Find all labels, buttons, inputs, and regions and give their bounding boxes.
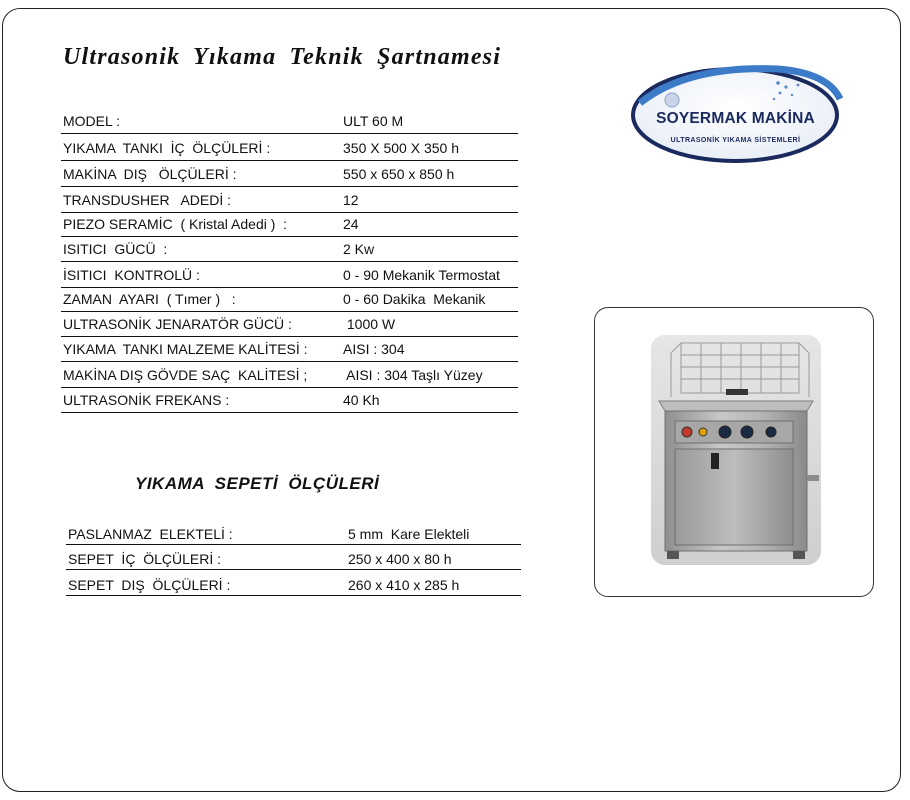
spec-label: MAKİNA DIŞ GÖVDE SAÇ KALİTESİ ; <box>63 367 308 383</box>
spec-row-timer <box>61 289 518 312</box>
ultrasonic-machine-icon <box>651 335 821 565</box>
spec-label: TRANSDUSHER ADEDİ : <box>63 192 232 208</box>
basket-row-outer <box>66 575 521 596</box>
page-title: Ultrasonik Yıkama Teknik Şartnamesi <box>63 44 502 70</box>
spec-value: 1000 W <box>343 316 396 332</box>
spec-row-frequency <box>61 390 518 413</box>
spec-label: YIKAMA TANKI MALZEME KALİTESİ : <box>63 341 308 357</box>
spec-row-piezo <box>61 214 518 237</box>
spec-row-body-material <box>61 365 518 388</box>
spec-label: YIKAMA TANKI İÇ ÖLÇÜLERİ : <box>63 140 271 156</box>
company-logo <box>628 55 843 165</box>
product-photo <box>651 335 821 565</box>
spec-label: PIEZO SERAMİC ( Kristal Adedi ) : <box>63 216 288 232</box>
spec-label: ISITICI GÜCÜ : <box>63 241 168 257</box>
spec-row-heater-control <box>61 265 518 288</box>
spec-value: 2 Kw <box>343 241 375 257</box>
basket-row-mesh <box>66 524 521 545</box>
spec-value: 550 x 650 x 850 h <box>343 166 455 182</box>
spec-value: 0 - 90 Mekanik Termostat <box>343 267 500 283</box>
spec-row-tank-material <box>61 339 518 362</box>
spec-row-machine-outer <box>61 164 518 187</box>
spec-label: PASLANMAZ ELEKTELİ : <box>68 526 233 542</box>
spec-value: AISI : 304 <box>343 341 405 357</box>
spec-row-model <box>61 111 518 134</box>
spec-label: MODEL : <box>63 113 121 129</box>
spec-value: ULT 60 M <box>343 113 404 129</box>
spec-row-transducer <box>61 190 518 213</box>
spec-label: İSITICI KONTROLÜ : <box>63 267 200 283</box>
spec-value: 260 x 410 x 285 h <box>348 577 460 593</box>
spec-row-heater-power <box>61 239 518 262</box>
product-photo-frame <box>594 307 874 597</box>
spec-value: 5 mm Kare Elekteli <box>348 526 470 542</box>
logo-subtitle: ULTRASONİK YIKAMA SİSTEMLERİ <box>670 137 801 144</box>
basket-section-title: YIKAMA SEPETİ ÖLÇÜLERİ <box>135 474 380 493</box>
spec-label: ULTRASONİK JENARATÖR GÜCÜ : <box>63 316 292 332</box>
spec-label: SEPET İÇ ÖLÇÜLERİ : <box>68 551 222 567</box>
spec-label: SEPET DIŞ ÖLÇÜLERİ : <box>68 577 231 593</box>
spec-value: 12 <box>343 192 359 208</box>
spec-label: MAKİNA DIŞ ÖLÇÜLERİ : <box>63 166 237 182</box>
basket-row-inner <box>66 549 521 570</box>
spec-value: 250 x 400 x 80 h <box>348 551 452 567</box>
spec-row-generator-power <box>61 314 518 337</box>
spec-value: 40 Kh <box>343 392 380 408</box>
spec-row-tank-inner <box>61 138 518 161</box>
spec-value: 0 - 60 Dakika Mekanik <box>343 291 486 307</box>
spec-value: 24 <box>343 216 359 232</box>
logo-company-name: SOYERMAK MAKİNA <box>656 110 815 127</box>
spec-label: ULTRASONİK FREKANS : <box>63 392 230 408</box>
spec-value: 350 X 500 X 350 h <box>343 140 459 156</box>
spec-value: AISI : 304 Taşlı Yüzey <box>343 367 483 383</box>
spec-label: ZAMAN AYARI ( Tımer ) : <box>63 291 236 307</box>
